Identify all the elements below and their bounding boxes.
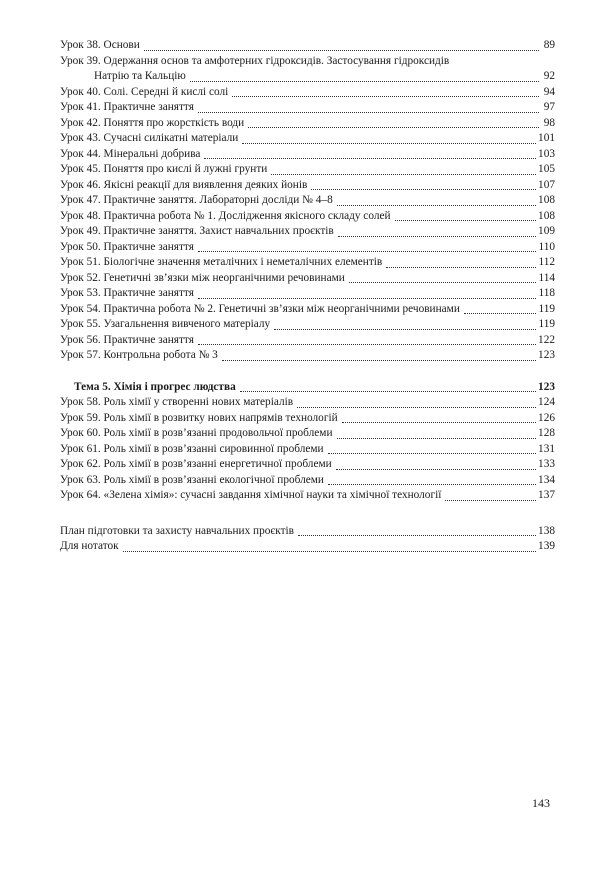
toc-entry-title: Урок 53. Практичне заняття <box>60 287 194 299</box>
toc-entry <box>60 426 555 442</box>
toc-entry <box>60 286 555 302</box>
toc-entry-title: Урок 45. Поняття про кислі й лужні грунти <box>60 163 268 175</box>
toc-entry-title: Урок 48. Практична робота № 1. Дослідження якісного складу солей <box>60 209 391 222</box>
toc-entry-title: Урок 60. Роль хімії в розв’язанні продовольчої проблеми <box>60 427 333 439</box>
toc-entry-title: Урок 39. Одержання основ та амфотерних гідроксидів. Застосування гідроксидів <box>60 54 450 67</box>
toc-entry-title: Урок 55. Узагальнення вивченого матеріалу <box>60 318 271 330</box>
toc-entry-page: 137 <box>538 489 555 501</box>
toc-entry <box>60 348 555 364</box>
toc-entry-title: Урок 58. Роль хімії у створенні нових матеріалів <box>60 396 294 408</box>
toc-entry-title: Урок 38. Основи <box>60 39 140 51</box>
toc-entry-page: 119 <box>538 302 555 315</box>
toc-entry <box>60 178 555 194</box>
toc-entry-title: Урок 42. Поняття про жорсткість води <box>60 116 245 129</box>
toc-entry <box>60 116 555 132</box>
toc-entry-page: 105 <box>538 163 555 175</box>
toc-entry <box>60 85 555 101</box>
toc-entry <box>60 240 555 256</box>
toc-entry <box>60 524 555 540</box>
toc-entry-title: Урок 51. Біологічне значення металічних і неметалічних елементів <box>60 256 383 268</box>
dot-leader <box>337 205 536 206</box>
dot-leader <box>248 127 539 128</box>
toc-entry <box>60 271 555 287</box>
dot-leader <box>198 344 536 345</box>
dot-leader <box>242 143 536 144</box>
toc-entry-title: Урок 43. Сучасні силікатні матеріали <box>60 132 239 144</box>
toc-entry-title: Урок 41. Практичне заняття <box>60 101 194 113</box>
dot-leader <box>386 267 536 268</box>
toc-entry <box>60 442 555 458</box>
dot-leader <box>328 453 537 454</box>
toc-entry-page: 126 <box>538 411 555 424</box>
toc-entry-title: Урок 62. Роль хімії в розв’язанні енергетичної проблеми <box>60 458 332 470</box>
toc-entry-page: 98 <box>543 116 555 129</box>
dot-leader <box>204 158 536 159</box>
toc-entry <box>60 411 555 427</box>
toc-entry <box>60 488 555 504</box>
dot-leader <box>395 220 537 221</box>
toc-entry-page: 133 <box>538 458 555 470</box>
toc-entry-page: 131 <box>538 442 555 455</box>
toc-entry-title: План підготовки та захисту навчальних проєктів <box>60 524 295 537</box>
table-of-contents <box>60 38 555 555</box>
dot-leader <box>240 391 536 392</box>
toc-entry-title: Урок 63. Роль хімії в розв’язанні екологічної проблеми <box>60 473 324 486</box>
toc-entry-title-continued: Натрію та Кальцію <box>94 70 186 82</box>
toc-entry-title: Урок 44. Мінеральні добрива <box>60 147 201 160</box>
toc-entry-page: 110 <box>538 240 555 253</box>
toc-entry <box>60 473 555 489</box>
toc-entry-page: 122 <box>538 333 555 346</box>
toc-entry-title: Тема 5. Хімія і прогрес людства <box>74 380 236 393</box>
toc-entry-page: 123 <box>538 349 555 361</box>
toc-entry-page: 124 <box>538 396 555 408</box>
dot-leader <box>198 251 537 252</box>
dot-leader <box>349 282 537 283</box>
toc-entry <box>60 395 555 411</box>
toc-entry <box>60 539 555 555</box>
dot-leader <box>298 535 536 536</box>
toc-entry-title: Урок 47. Практичне заняття. Лабораторні досліди № 4–8 <box>60 194 333 206</box>
toc-entry-title: Урок 54. Практична робота № 2. Генетичні зв’язки між неорганічними речовинами <box>60 302 460 315</box>
dot-leader <box>464 313 537 314</box>
toc-entry-page: 123 <box>538 380 555 393</box>
toc-entry <box>60 317 555 333</box>
toc-entry-title: Урок 50. Практичне заняття <box>60 240 194 253</box>
dot-leader <box>123 551 536 552</box>
toc-entry-page: 118 <box>538 287 555 299</box>
toc-entry-title: Для нотаток <box>60 540 119 552</box>
toc-entry <box>60 224 555 240</box>
dot-leader <box>144 50 539 51</box>
toc-entry-title: Урок 40. Солі. Середні й кислі солі <box>60 85 229 98</box>
toc-entry-page: 89 <box>543 39 555 51</box>
dot-leader <box>336 469 536 470</box>
toc-entry-page: 112 <box>538 256 555 268</box>
toc-entry-title: Урок 61. Роль хімії в розв’язанні сировинної проблеми <box>60 442 324 455</box>
toc-entry-page: 138 <box>538 524 555 537</box>
toc-entry-page: 92 <box>543 70 555 82</box>
toc-entry <box>60 54 555 85</box>
toc-entry <box>60 302 555 318</box>
toc-entry-page: 134 <box>538 473 555 486</box>
dot-leader <box>190 81 539 82</box>
toc-entry-page: 114 <box>538 271 555 284</box>
toc-entry-title: Урок 59. Роль хімії в розвитку нових напрямів технологій <box>60 411 338 424</box>
toc-entry-page: 108 <box>538 194 555 206</box>
dot-leader <box>297 407 536 408</box>
dot-leader <box>342 422 536 423</box>
toc-entry <box>60 333 555 349</box>
dot-leader <box>445 500 536 501</box>
toc-entry-page: 108 <box>538 209 555 222</box>
toc-entry <box>60 147 555 163</box>
dot-leader <box>198 112 539 113</box>
toc-entry <box>60 162 555 178</box>
dot-leader <box>222 360 536 361</box>
dot-leader <box>311 189 536 190</box>
dot-leader <box>328 484 536 485</box>
toc-entry-page: 103 <box>538 147 555 160</box>
dot-leader <box>232 96 539 97</box>
toc-entry <box>60 209 555 225</box>
toc-entry-title: Урок 46. Якісні реакції для виявлення деяких йонів <box>60 178 308 191</box>
toc-entry-title: Урок 57. Контрольна робота № 3 <box>60 349 218 361</box>
toc-entry-title: Урок 49. Практичне заняття. Захист навчальних проєктів <box>60 225 334 237</box>
toc-entry-page: 139 <box>538 540 555 552</box>
dot-leader <box>198 298 537 299</box>
toc-entry <box>60 457 555 473</box>
toc-entry-page: 97 <box>543 101 555 113</box>
toc-entry-page: 109 <box>538 225 555 237</box>
toc-entry <box>60 255 555 271</box>
toc-entry <box>60 38 555 54</box>
dot-leader <box>274 329 536 330</box>
toc-entry <box>60 100 555 116</box>
toc-entry-title: Урок 52. Генетичні зв’язки між неорганічними речовинами <box>60 271 345 284</box>
toc-entry-title: Урок 64. «Зелена хімія»: сучасні завдання хімічної науки та хімічної технології <box>60 489 442 501</box>
toc-entry <box>60 193 555 209</box>
toc-entry-page: 128 <box>538 427 555 439</box>
page-number: 143 <box>532 796 550 810</box>
toc-entry-title: Урок 56. Практичне заняття <box>60 333 194 346</box>
dot-leader <box>338 236 536 237</box>
dot-leader <box>271 174 536 175</box>
toc-entry <box>60 131 555 147</box>
toc-entry-page: 107 <box>538 178 555 191</box>
toc-entry-page: 119 <box>538 318 555 330</box>
toc-section-heading <box>60 380 555 396</box>
toc-entry-page: 94 <box>543 85 555 98</box>
toc-entry-page: 101 <box>538 132 555 144</box>
dot-leader <box>337 438 537 439</box>
